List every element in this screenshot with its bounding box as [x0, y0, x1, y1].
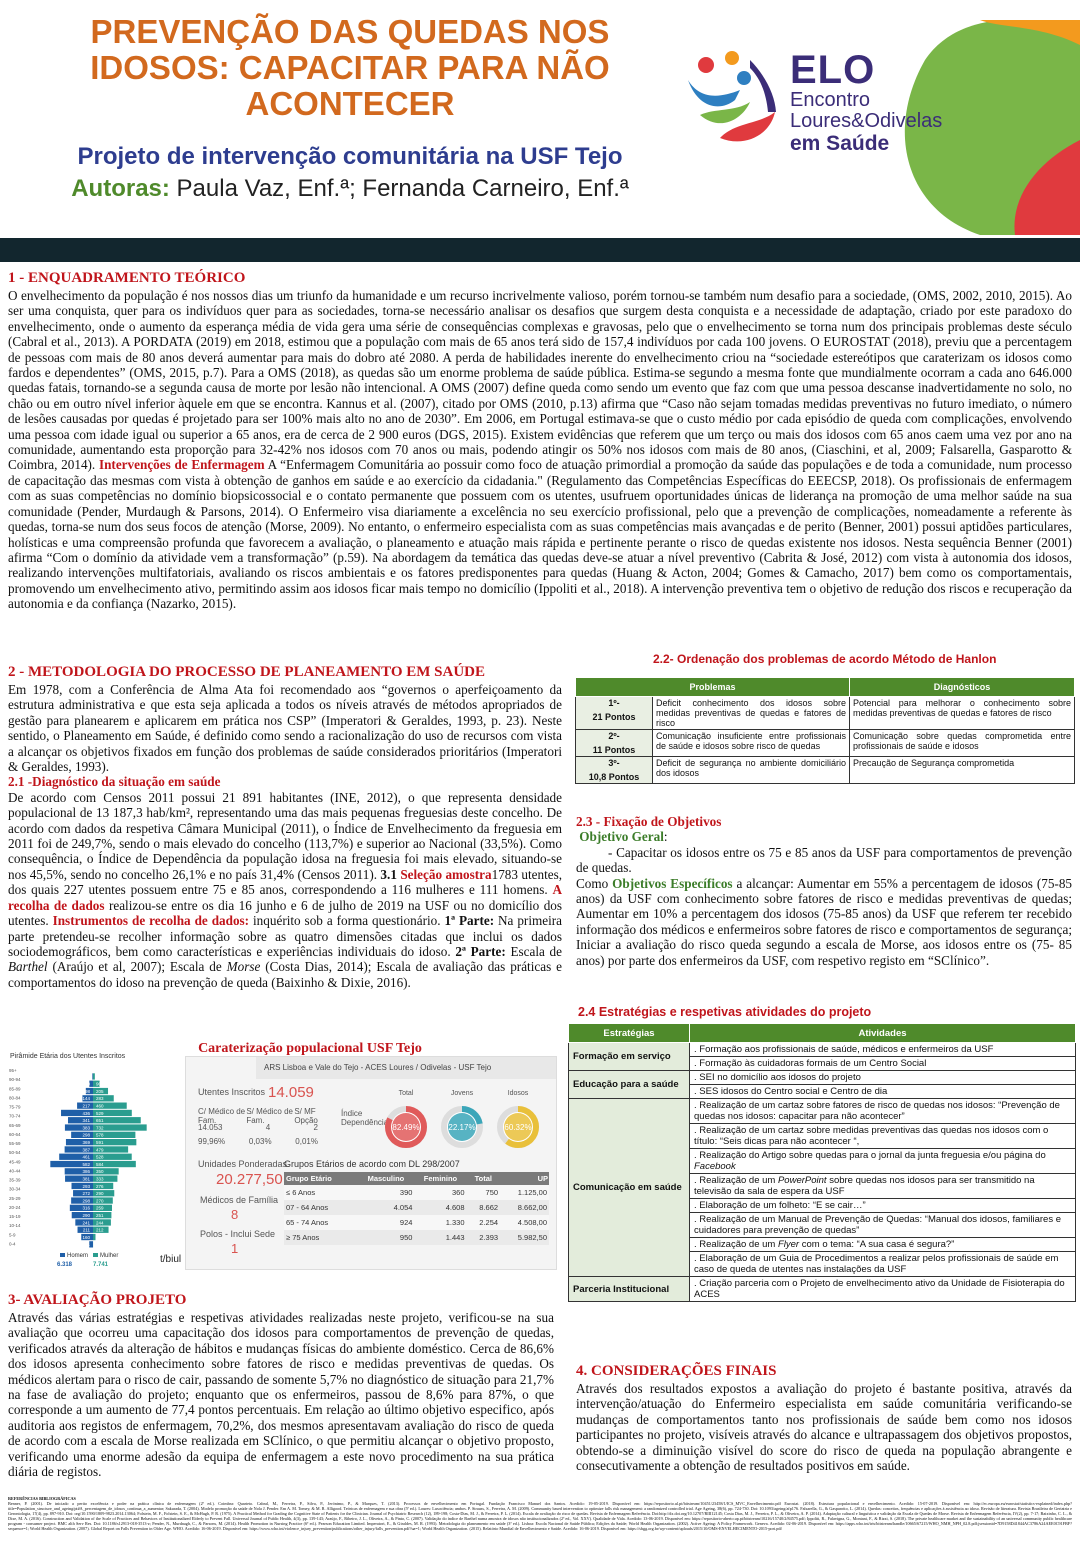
esp-label: Objetivos Específicos: [612, 875, 733, 891]
legend-male: Homem: [67, 1253, 89, 1259]
header-divider-bar: [0, 238, 1080, 262]
activity-text: Realização de um cartaz sobre medidas preventivas das quedas nos idosos com o título: “Seis dicas para não acontecer “,: [694, 1125, 1049, 1147]
pyramid-bars: [9, 1068, 147, 1248]
activity-item: [690, 1085, 1076, 1099]
section21-text-a: De acordo com Censos 2011 possui 21 891 habitantes (INE, 2012), o que representa densidade populacional de 13 187,3 hab/km², representando uma das mais pequenas freguesias deste concelho. De acordo com dados da respetiva Câmara Municipal (2011), o Índice de Envelhecimento da freguesia em 2011 foi de 249,7%, sendo o mais elevado do concelho (113,7%) e superior ao Nacional (33,5%). Como consequência, o Índice de Dependência da população idosa na freguesia foi mais elevado, situando-se nos 45,5%, sendo no concelho 26,1% e no país 31,4% (Censos 2011).: [8, 789, 562, 882]
medicos-label: Médicos de Família: [200, 1195, 279, 1205]
section1-text-a: O envelhecimento da população é nos nossos dias um triunfo da humanidade e um recurso incrivelmente valioso, porém tornou-se também num desafio para a sociedade, (OMS, 2002, 2010, 2015). Ao ser uma conquista, quer para os indivíduos quer para as sociedades, torna-se necessário analisar os desafios que surgem desta conquista e a necessidade de adaptação, criado por este paradoxo do envelhecimento, onde o aumento da esperança média de vida gera uma série de consequências complexas e gravosas, pelo que o envelhecimento se torna num dos principais problemas deste século (Cabral et al., 2013). A PORDATA (2019) em 2018, estimou que a população com mais de 65 anos terá sido de 157,4 indivíduos por cada 100 jovens. O EUROSTAT (2018), previu que a percentagem de pessoas com mais de 80 anos deverá aumentar para mais do dobro até 2080. A perda de habilidades inerente do envelhecimento criou na “sociedade estereótipos que caraterizam os idosos como fardos e dependentes” (OMS, 2015, p.7). Para a OMS (2018), as quedas são um enorme problema de saúde pública. Estima-se segundo a mesma fonte que mundialmente ocorram a cada ano 646.000 quedas fatais, tornando-se a segunda causa de morte por lesão não intencional. A OMS (2007) define queda como sendo um evento que faz com que uma pessoa descanse inadvertidamente no solo, no chão ou em outro nível inferior àquele em que se encontra. Kannus et al. (2007), citado por OMS (2010, p.13) afirma que “Caso não sejam tomadas medidas preventivas no futuro imediato, o número de lesões causadas por quedas é projetado para ser 100% mais alto no ano de 2030”. Em 2006, em Portugal estimava-se que o custo médio por cada episódio de queda com complicações, envolvendo uma pessoa com idade igual ou superior a 65 anos, era de cerca de 2 900 euros (DGS, 2015). Existem evidências que referem que um terço ou mais dos idosos com 65 anos caem uma vez por ano na comunidade, aumentando esta proporção para 32-42% nos idosos com 70 anos ou mais, podendo atingir os 50% nos idosos com mais de 80 anos, (Ciaschini, et al, 2009; Falsarella, Gasparotto & Coimbra, 2014).: [8, 288, 1072, 473]
pyramid-label-male: 298: [82, 1198, 90, 1204]
hanlon-diagnosis: Comunicação sobre quedas comprometida entre profissionais de saúde e idosos: [850, 730, 1075, 757]
donut-label: Jovens: [450, 1090, 474, 1097]
pyramid-age-label: 40-44: [9, 1168, 21, 1174]
activity-item: [690, 1043, 1076, 1057]
hanlon-rank: [576, 730, 653, 757]
hanlon-header-row: [576, 678, 1075, 697]
pyramid-age-label: 85-89: [9, 1086, 21, 1092]
activity-text: Realização de um Flyer com o tema: “A sua casa é segura?”: [699, 1239, 955, 1250]
pyramid-label-male: 386: [82, 1169, 90, 1175]
pyramid-age-label: 80-84: [9, 1095, 21, 1101]
pyramid-label-female: 205: [96, 1088, 104, 1094]
title-line: PREVENÇÃO DAS QUEDAS NOS: [90, 13, 610, 50]
hanlon-body: [576, 697, 1075, 784]
strategy-name: Educação para a saúde: [569, 1071, 690, 1099]
logo-swoosh-icon: [750, 60, 776, 112]
bullet: .: [694, 1175, 700, 1186]
medico-pctv: 0,03%: [248, 1137, 272, 1146]
part2-label: 2ª Parte:: [455, 943, 506, 959]
strategy-row: [569, 1043, 1076, 1057]
activity-text: Formação às cuidadoras formais de um Centro Social: [699, 1058, 927, 1069]
population-dashboard: [185, 1056, 557, 1270]
section21-text-d: inquérito sob a forma questionário.: [249, 913, 445, 929]
authors-label: Autoras:: [71, 175, 170, 202]
bullet: .: [694, 1214, 700, 1225]
medico-val: 14.053: [198, 1123, 223, 1132]
pyramid-label-female: 333: [96, 1176, 104, 1182]
legend-female-swatch: [93, 1253, 98, 1257]
grupos-row: [284, 1215, 549, 1230]
section1-text: [8, 288, 1072, 612]
polos-label: Polos - Inclui Sede: [200, 1229, 276, 1239]
section23-heading: 2.3 - Fixação de Objetivos: [576, 814, 722, 829]
pyramid-label-female: 259: [96, 1205, 104, 1211]
section21-text-c: realizou-se entre os dia 16 junho e 6 de julho de 2019 na USF ou no domicílio dos utentes.: [8, 897, 563, 929]
section21-text-b: 1783 utentes, dos quais 227 utentes possuem entre 75 e 85 anos, correspondendo a 116 mulheres e 111 homens.: [8, 866, 563, 898]
logo-line: Loures&Odivelas: [790, 110, 943, 132]
strategies-header-row: [569, 1024, 1076, 1043]
geral-label: Objetivo Geral: [579, 829, 664, 845]
legend-female: Mulher: [100, 1253, 119, 1259]
section1-text-b: A “Enfermagem Comunitária ao possuir como foco de atuação primordial a promoção da saúde das populações e de toda a comunidade, num processo de capacitação das mesmas com vista à obtenção de ganhos em saúde e ao exercício da cidadania." (Regulamento das Competências Específicas do EEECSP, 2018). Os profissionais de enfermagem com as suas competências no domínio biopsicossocial e o contato permanente que possuem com os utentes, usufruem oportunidades únicas de liderança na promoção de uma melhor saúde na sua comunidade (Pender, Murdaugh & Parsons, 2014). O Enfermeiro visa diariamente a excelência no seu exercício profissional, pelo que a prevenção de complicações, nomeadamente a referente às quedas, torna-se num dos seus focos de atenção (Morse, 2009). No entanto, o enfermeiro especialista com as suas competências mais avançadas e de perito (Benner, 2001) possui aptidões particulares, holísticas e uma compreensão profunda que favorecem a avaliação, o planeamento e atuação mais rápida e pertinente perante o risco de quedas existente nos idosos. Nesta sequência Benner (2001) afirma “Com o domínio da atividade vem a transformação” (p.59). Na abordagem da temática das quedas deve-se atuar a nível preventivo (Cabrita & José, 2012) com vista à autonomia dos idosos, realizando intervenções multifatoriais, avaliando os riscos ambientais e os fatores predisponentes para quedas (Huang & Acton, 2004; Gomes & Camacho, 2017) bem como os comportamentais, promovendo um envelhecimento ativo, permitindo assim aos idosos ficar mais tempo no domicílio (Ippoliti et al., 2018). A intervenção preventiva tem o objetivo de redução dos riscos e recuperação da autonomia e da confiança (Nazarko, 2015).: [8, 457, 1072, 612]
pyramid-bar-male: [92, 1073, 93, 1079]
bullet: .: [694, 1200, 700, 1211]
grupos-cell: 750: [485, 1188, 499, 1197]
grupos-cell: 950: [399, 1233, 413, 1242]
grupos-title: Grupos Etários de acordo com DL 298/2007: [284, 1159, 460, 1169]
section1-heading: 1 - ENQUADRAMENTO TEÓRICO: [8, 270, 246, 286]
pyramid-label-female: 584: [96, 1161, 104, 1167]
bullet: .: [694, 1086, 700, 1097]
section21-text-e: Na primeira parte pretendeu-se recolher informação sobre as quatro dimensões citadas que inclui os dados sociodemográficos, bem como características e experiências individuais do idoso.: [8, 913, 563, 959]
activity-item: [690, 1199, 1076, 1213]
pyramid-age-label: 35-39: [9, 1177, 21, 1183]
pyramid-title: Pirâmide Etária dos Utentes Inscritos: [10, 1053, 126, 1060]
pyramid-label-male: 341: [82, 1118, 90, 1124]
grupos-cell: 2.393: [479, 1233, 499, 1242]
pyramid-label-female: 578: [96, 1132, 104, 1138]
pyramid-label-male: 383: [82, 1125, 90, 1131]
activity-text: Realização do Artigo sobre quedas para o jornal da junta freguesia e/ou página do Facebook: [694, 1150, 1046, 1172]
activity-item: [690, 1213, 1076, 1238]
polos-value: 1: [231, 1241, 239, 1256]
grupos-table: [284, 1172, 549, 1245]
grupos-header: Masculino: [367, 1174, 405, 1183]
pyramid-label-male: 50: [84, 1081, 90, 1087]
logo-line: Encontro: [790, 89, 871, 111]
age-pyramid: [5, 1048, 180, 1270]
pyramid-label-female: 529: [96, 1110, 104, 1116]
section3-text: Através das várias estratégias e respetivas atividades realizadas neste projeto, verificou-se na sua avaliação que ocorreu uma capacitação dos idosos para comportamentos de prevenção de quedas, verificados através da alteração de hábitos e mudanças físicas do ambiente doméstico. Cerca de 86,6% dos idosos apresenta conhecimento sobre fatores de risco e medidas preventivas de quedas. Os médicos alertam para o risco de cair, passando de somente 5,7% no diagnóstico de situação para 21,7% na fase de avaliação do projeto; enquanto que os enfermeiros, passou de 8,6% para 87%, o que corresponde a um aumento de 77,4 pontos percentuais. Em relação ao último objetivo especifico, após auditoria aos registos de enfermagem, 70,2%, dos mesmos apresentavam avaliação do risco de queda de acordo com a escala de Morse realizada em SClínico, o que permitiu alcançar o objetivo proposto, verificando uma enorme adesão da equipa de enfermagem a este novo procedimento na sua prática diária de registos.: [8, 1310, 554, 1480]
section21-heading: 2.1 -Diagnóstico da situação em saúde: [8, 774, 221, 790]
grupos-cell: ≤ 6 Anos: [286, 1188, 316, 1197]
authors: [0, 175, 700, 203]
activity-item: [690, 1057, 1076, 1071]
grupos-cell: 1.443: [445, 1233, 465, 1242]
medico-col: S/ Médico de Fam.: [246, 1107, 294, 1125]
medicos-value: 8: [231, 1207, 239, 1222]
pyramid-label-male: 211: [82, 1227, 90, 1233]
pyramid-label-male: 298: [82, 1132, 90, 1138]
esp-prefix: Como: [576, 875, 613, 891]
utentes-label: Utentes Inscritos: [198, 1087, 266, 1097]
grupos-cell: 1.125,00: [517, 1188, 547, 1197]
pyramid-label-male: 293: [82, 1183, 90, 1189]
section4-heading: 4. CONSIDERAÇÕES FINAIS: [576, 1363, 777, 1379]
activity-item: [690, 1071, 1076, 1085]
rank-label: 3º-: [608, 758, 620, 768]
hanlon-row: [576, 730, 1075, 757]
strategy-row: [569, 1071, 1076, 1085]
sel-num: 3.1: [380, 866, 401, 882]
caracterizacao-caption: Caraterização populacional USF Tejo: [198, 1041, 422, 1056]
section3-heading: 3- AVALIAÇÃO PROJETO: [8, 1292, 187, 1308]
esp-text: a alcançar: Aumentar em 55% a percentagem de idosos (75-85 anos) da USF com conhecimento sobre fatores de risco e medidas preventivas de quedas; Aumentar em 10% a percentagem dos idosos (75-85 anos) da USF que referem ter recebido informação dos médicos e enfermeiros sobre fatores de risco e comportamentos de segurança; Iniciar a avaliação do risco queda segundo a escala de Morse, aos idosos entre os (75- 85 anos) por parte dos enfermeiros da USF, com respetivo registo em “SClínico”.: [576, 875, 1073, 968]
grupos-cell: 924: [399, 1218, 413, 1227]
activity-text: Realização de um cartaz sobre fatores de risco de quedas nos idosos: “Prevenção de quedas nos idosos: capacitar para não acontecer”: [694, 1100, 1060, 1122]
rank-label: 1º-: [608, 698, 620, 708]
bullet: .: [694, 1150, 700, 1161]
hanlon-header: Problemas: [576, 678, 850, 697]
authors-names: Paula Vaz, Enf.ª; Fernanda Carneiro, Enf.ª: [169, 175, 629, 202]
bullet: .: [694, 1239, 700, 1250]
medico-val: 4: [265, 1123, 271, 1132]
pyramid-age-label: 10-14: [9, 1223, 21, 1229]
grupos-row: [284, 1230, 549, 1245]
hanlon-diagnosis: Potencial para melhorar o conhecimento sobre medidas preventivas de quedas e fatores de risco: [850, 697, 1075, 730]
section21-text-f: Escala de: [505, 943, 562, 959]
hanlon-problem: Deficit de segurança no ambiente domiciliário dos idosos: [653, 757, 850, 784]
strategies-header: Estratégias: [569, 1024, 690, 1043]
logo-name: ELO: [790, 48, 876, 92]
pyramid-label-female: 350: [96, 1169, 104, 1175]
utentes-value: 14.059: [268, 1084, 314, 1101]
morse: Morse: [226, 959, 261, 975]
pyramid-label-male: 290: [82, 1213, 90, 1218]
donut-group: [388, 1090, 536, 1145]
hanlon-table: [575, 677, 1075, 784]
pyramid-label-male: 144: [82, 1096, 90, 1102]
grupos-header-row: [284, 1172, 549, 1185]
hanlon-diagnosis: Precaução de Segurança comprometida: [850, 757, 1075, 784]
bullet: .: [694, 1100, 700, 1111]
grupos-row: [284, 1200, 549, 1215]
grupos-row: [284, 1185, 549, 1200]
pyramid-age-label: 70-74: [9, 1113, 21, 1119]
activity-item: [690, 1174, 1076, 1199]
hanlon-header: Diagnósticos: [850, 678, 1075, 697]
grupos-cell: 4.608: [445, 1203, 465, 1212]
points-label: 10,8 Pontos: [588, 772, 640, 782]
total-female: 7.741: [93, 1262, 109, 1268]
medico-col: C/ Médico de Fam.: [198, 1107, 246, 1125]
pyramid-label-female: 212: [96, 1227, 104, 1233]
poster-title: [0, 14, 700, 122]
activity-text: Elaboração de um Guia de Procedimentos a realizar pelos profissionais de saúde em caso de queda de utentes nas instalações da USF: [694, 1253, 1059, 1275]
geral-text: - Capacitar os idosos entre os 75 e 85 anos da USF para comportamentos de prevenção de quedas.: [576, 844, 1072, 876]
activity-item: [690, 1099, 1076, 1124]
donut-label: Total: [398, 1090, 414, 1097]
pyramid-label-female: 479: [96, 1147, 104, 1153]
pyramid-age-label: 90-94: [9, 1077, 21, 1083]
title-line: IDOSOS: CAPACITAR PARA NÃO: [90, 49, 610, 86]
pyramid-label-female: 528: [96, 1154, 104, 1160]
logo-swoosh-icon: [688, 80, 740, 106]
rank-label: 2º-: [608, 731, 620, 741]
grupos-header: UP: [537, 1174, 548, 1183]
donut-value: 60.32%: [504, 1123, 532, 1132]
section2-heading: 2 - METODOLOGIA DO PROCESSO DE PLANEAMENTO EM SAÚDE: [8, 664, 486, 680]
pyramid-label-male: 436: [82, 1110, 90, 1116]
pyramid-label-male: 9: [87, 1074, 90, 1080]
logo-person-head-icon: [725, 51, 739, 65]
activity-text: Elaboração de um folheto: “E se cair…”: [699, 1200, 866, 1211]
hanlon-rank: [576, 757, 653, 784]
title-line: ACONTECER: [245, 85, 455, 122]
points-label: 11 Pontos: [592, 745, 636, 755]
pyramid-label-female: 25: [96, 1074, 102, 1080]
hanlon-row: [576, 697, 1075, 730]
activity-text: Criação parceria com o Projeto de envelhecimento ativo da Unidade de Fisioterapia do ACES: [694, 1278, 1065, 1300]
pyramid-label-female: 460: [96, 1103, 104, 1109]
references-heading: REFERÊNCIAS BIBLIOGRÁFICAS: [8, 1496, 76, 1501]
pyramid-label-female: 591: [96, 1140, 104, 1145]
section24-heading: 2.4 Estratégias e respetivas atividades do projeto: [578, 1005, 872, 1019]
pyramid-age-label: 5-9: [9, 1232, 16, 1238]
medico-vals: [198, 1123, 318, 1132]
grupos-cell: 07 - 64 Anos: [286, 1203, 329, 1212]
activity-item: [690, 1277, 1076, 1302]
references-text: Benner, P. (2001). De iniciado a perito excelência e poder na prática clínica de enfermagem (2ª ed.). Coimbra: Quarteto. Cabral, M., Ferreira, P., Silva, P., Jerónimo, P., & Marques, T. (2013). Processos de envelhecimento em Portugal. Fundação Francisco Manuel dos Santos. Acedido: 19-05-2019. Disponível em: https://repositorio.ul.pt/bitstream/10451/23458/1/ICS_MVC_Envelhecimento.pdf Eurostat. (2018). Estrutura populacional e envelhecimento. Acedido: 15-07-2019. Disponível em: http://ec.europa.eu/eurostat/statistics-explained/index.php?title=Population_structure_and_ageing/pt#A_percentagem_de_idosos_continua_a_aumentar; Sakurada, T. (2004). Modelo promoção da saúde de Nola J. Pender. Em A. M. Tomey, & M. R. Alligood. Teóricas de enfermagem e sua obra (5ª ed.). Loures: Lusociência; ambos. P. Strauss, S., Ferreira, A. M. (2009). Community based intervention to optimize falls risk management: a randomized controlled trial. Age Ageing, 38(6), pp. 724-730. Doi: 10.1093/ageing/afp176. Falsarella, G., & Gasparotto, L. (2014). Quedas: conceitos, frequências e aplicações à assistência ao idoso. Revisão de literatura. Revista Brasileira de Geriatria e Gerontologia, 17(4), pp. 897-910. Doi: org/10.1590/1809-9823.2014.13064; Folstein, M. F., Folstein, S. E., & McHugh, P. R. (1975). A Practical Method for Grading the Cognitive State of Patients for the Clinician. Journal of Psychiatric Research (12), 189-198; Costa-Dias, M. J., & Ferreira, P. L. (2014). Escala de avaliação do risco de quedas. Revista de Enfermagem Referência. Doi:http://dx.doi.org/10.12707/RIII12145; Costa Dias, M. J., Ferreira, P. L., & Oliveira, A. P. (2014). Adaptação cultural e linguística e validação da Escala de Quedas de Morse. Revista de Enfermagem Referência, IV(2), pp. 7-17; Baixinho, C. L., & Dixe, M. A. (2016). Construction and Validation of the Scale of Practices and Behaviors of Institutionalized Elderly to Prevent Fall. Universal Journal of Public Health, 4(3), pp. 139-143; Araújo, F., Ribeiro, J. L., Oliveira, A., & Pinto, C. (2007). Validação do índice de Barthel numa amostra de idosos não institucionalizados (2ª ed., Vol. XXV). Qualidade de Vida. Acedido: 13-06-2019. Disponível em: https://repositorio-aberto.up.pt/bitstream/10216/15740/2/84575.pdf; Ippoliti, R., Falavigna, G., Montani, F., & Rizzi, S. (2018). The private healthcare market and the sustainability of an universal community public healthcare program - consumer project. BMC alth Serv Res. Doi: 10.1186/s12913-018-3513-z; Pender, N., Murdaugh, C., & Parsons, M. (2014). Health Promotion in Nursing Practice (6ª ed.). Pearson Education Limited. Imperatori, E., & Giraldes, M. R. (1993). Metodologia do planeamento em saúde (3ª ed.). Lisboa: Escola Nacional de Saúde Pública; Edições da Saúde; World Health Organization. (2002). Active Ageing: A Policy Framework. Geneva. Acedido: 02-06-2019. Disponível em: https://apps.who.int/iris/bitstream/handle/10665/67215/WHO_NMH_NPH_02.8.pdf;jsessionid=7D9158D41844AC3786A24AEE0C91FBF?sequence=1; World Health Organization. (2007). Global Report on Falls Prevention in Older Age. WHO. Acedido: 16-06-2019. Disponível em: https://www.who.int/violence_injury_prevention/publications/other_injury/falls_prevention.pdf?ua=1; World Health Organization. (2015). Relatório Mundial de Envelhecimento e Saúde. Acedido: 16-06-2019. Disponível em: https://sbgg.org.br/wp-content/uploads/2015/10/OMS-ENVELHECIMENTO-2015-port.pdf: [8, 1501, 1072, 1531]
dash-header: ARS Lisboa e Vale do Tejo - ACES Loures / Odivelas - USF Tejo: [264, 1063, 492, 1072]
pyramid-bar-female: [93, 1073, 95, 1079]
points-label: 21 Pontos: [592, 712, 636, 722]
activity-item: [690, 1252, 1076, 1277]
activity-text: SEI no domicílio aos idosos do projeto: [699, 1072, 861, 1083]
pyramid-age-label: 20-24: [9, 1204, 21, 1210]
geral-colon: :: [663, 829, 668, 845]
medico-pct: [198, 1137, 318, 1146]
activity-text: SES idosos do Centro social e Centro de dia: [699, 1086, 888, 1097]
pyramid-label-female: 732: [96, 1125, 104, 1131]
bullet: .: [694, 1125, 700, 1136]
logo-person-head-icon: [737, 71, 751, 85]
pyramid-age-label: 0-4: [9, 1241, 16, 1247]
grupos-header: Feminino: [423, 1174, 458, 1183]
hanlon-problem: Deficit conhecimento dos idosos sobre medidas preventivas de quedas e fatores de risco: [653, 697, 850, 730]
grupos-cell: 65 - 74 Anos: [286, 1218, 329, 1227]
donut-label: Idosos: [507, 1090, 529, 1097]
pyramid-age-label: 50-54: [9, 1150, 21, 1156]
part1-label: 1ª Parte:: [444, 913, 495, 929]
pyramid-age-label: 30-34: [9, 1186, 21, 1192]
section1-highlight: Intervenções de Enfermagem: [98, 457, 265, 473]
grupos-header: Total: [474, 1174, 492, 1183]
pyramid-label-female: 251: [96, 1213, 104, 1218]
grupos-cell: ≥ 75 Anos: [286, 1233, 320, 1242]
pyramid-label-female: 283: [96, 1096, 104, 1102]
pyramid-label-male: 461: [82, 1154, 90, 1160]
section21-text-h: (Costa Dias, 2014); Escala de avaliação das práticas e comportamentos do idoso na prevenção de queda (Baixinho & Dixie, 2016).: [8, 959, 562, 990]
strategy-name: Formação em serviço: [569, 1043, 690, 1071]
pyramid-label-female: 651: [96, 1118, 104, 1124]
dash-header-bar: [256, 1057, 556, 1079]
pyramid-age-label: 60-64: [9, 1131, 21, 1137]
section23: [576, 814, 1072, 968]
pyramid-label-male: 387: [82, 1147, 90, 1153]
pyramid-age-label: 95+: [9, 1068, 17, 1073]
pyramid-age-label: 55-59: [9, 1141, 21, 1146]
strategy-name: Parceria Institucional: [569, 1277, 690, 1302]
poster-subtitle: Projeto de intervenção comunitária na USF Tejo: [77, 143, 623, 170]
pyramid-label-male: 98: [84, 1088, 90, 1094]
grupos-cell: 8.662,00: [517, 1203, 547, 1212]
bullet: .: [694, 1278, 700, 1289]
pyramid-label-male: 369: [82, 1140, 90, 1145]
pyramid-label-male: 241: [82, 1220, 90, 1226]
grupos-cell: 8.662: [479, 1203, 499, 1212]
grupos-header: Grupo Etário: [286, 1174, 332, 1183]
pyramid-label-male: 160: [82, 1234, 90, 1240]
grupos-cell: 4.054: [393, 1203, 413, 1212]
pyramid-age-label: 75-79: [9, 1104, 21, 1110]
activity-item: [690, 1238, 1076, 1252]
activity-text: Realização de um Manual de Prevenção de Quedas: “Manual dos idosos, familiares e cuidadores para prevenção de quedas”: [694, 1214, 1062, 1236]
bullet: .: [694, 1253, 700, 1264]
logo-person-head-icon: [698, 57, 714, 73]
pyramid-label-male: 316: [82, 1205, 90, 1211]
bullet: .: [694, 1058, 700, 1069]
section2-text: [8, 682, 562, 990]
pyramid-label-male: 272: [82, 1191, 90, 1197]
section21-text-g: (Araújo et al, 2007); Escala de: [47, 959, 227, 975]
hanlon-rank: [576, 697, 653, 730]
instr-label: Instrumentos de recolha de dados:: [52, 913, 250, 929]
grupos-cell: 390: [399, 1188, 413, 1197]
medico-col: S/ MF Opção: [294, 1107, 318, 1125]
pyramid-age-label: 25-29: [9, 1195, 21, 1201]
recolha-label: A recolha de dados: [8, 882, 562, 913]
strategies-table: [568, 1023, 1076, 1302]
legend-male-swatch: [60, 1253, 65, 1257]
pyramid-label-male: 217: [82, 1103, 90, 1109]
logo-line: em Saúde: [790, 132, 890, 155]
references: [8, 1496, 1072, 1550]
bullet: .: [694, 1044, 700, 1055]
activity-item: [690, 1124, 1076, 1149]
activity-item: [690, 1149, 1076, 1174]
donut-value: 82.49%: [392, 1123, 420, 1132]
logo-text: [790, 50, 942, 156]
hanlon-row: [576, 757, 1075, 784]
section2-body: Em 1978, com a Conferência de Alma Ata foi recomendado aos “governos o aperfeiçoamento da estrutura administrativa e que esta seja aplicada a todos os níveis através de métodos apropriados de gestão para planearem e aplicarem em prática nos CSP” (Imperatori & Geraldes, 1993, p. 23). Neste sentido, o Planeamento em Saúde, é definido como sendo a racionalização do uso de recursos com vista a alcançar os objetivos fixados em função dos problemas de saúde considerados prioritários (Imperatori & Geraldes, 1993).: [8, 682, 562, 775]
strategy-row: [569, 1277, 1076, 1302]
total-male: 6.318: [57, 1262, 73, 1268]
pyramid-label-female: 290: [96, 1191, 104, 1197]
medico-val: 2: [313, 1123, 318, 1132]
pyramid-label-male: 51: [84, 1242, 90, 1248]
pyramid-label-female: 34: [96, 1234, 102, 1240]
dependency-donuts: [381, 1087, 551, 1157]
fragment-text: t/biul: [160, 1254, 182, 1265]
pyramid-label-female: 276: [96, 1183, 104, 1189]
grupos-cell: 360: [451, 1188, 465, 1197]
strategy-name: Comunicação em saúde: [569, 1099, 690, 1277]
pyramid-label-male: 381: [82, 1176, 90, 1182]
sel-label: Seleção amostra: [400, 866, 492, 882]
indice-label: Índice Dependência: [341, 1109, 389, 1127]
medico-pctv: 0,01%: [295, 1137, 318, 1146]
donut-value: 22.17%: [448, 1123, 476, 1132]
pyramid-label-male: 582: [82, 1161, 90, 1167]
strategies-header: Atividades: [690, 1024, 1076, 1043]
activity-text: Formação aos profissionais de saúde, médicos e enfermeiros da USF: [699, 1044, 994, 1055]
activity-text: Realização de um PowerPoint sobre quedas nos idosos para ser transmitido na televisão da sala de espera da USF: [694, 1175, 1035, 1197]
section22-heading: 2.2- Ordenação dos problemas de acordo Método de Hanlon: [653, 652, 997, 666]
pyramid-age-label: 15-19: [9, 1214, 21, 1219]
bullet: .: [694, 1072, 700, 1083]
pyramid-label-female: 90: [96, 1081, 102, 1087]
medico-pctv: 99,96%: [198, 1137, 226, 1146]
pyramid-age-label: 45-49: [9, 1159, 21, 1165]
pyramid-label-female: 244: [96, 1220, 104, 1226]
grupos-cell: 4.508,00: [517, 1218, 547, 1227]
pyramid-age-label: 65-69: [9, 1122, 21, 1128]
grupos-cell: 1.330: [445, 1218, 465, 1227]
strategy-row: [569, 1099, 1076, 1124]
hanlon-problem: Comunicação insuficiente entre profissionais de saúde e idosos sobre risco de quedas: [653, 730, 850, 757]
strategies-body: [569, 1043, 1076, 1302]
grupos-body: [284, 1185, 549, 1245]
barthel: Barthel: [8, 959, 48, 975]
pyramid-label-female: 270: [96, 1198, 104, 1204]
section4-text: Através dos resultados expostos a avaliação do projeto é bastante positiva, através da intervenção/atuação do Enfermeiro especialista em saúde comunitária verificando-se mudanças de comportamentos tanto nos profissionais de saúde bem como nos idosos participantes no projeto, visíveis através do alcance e ultrapassagem dos objetivos propostos, obtendo-se a diminuição visível do score do risco de queda na população abrangente e consecutivamente a obtenção de resultados positivos em saúde.: [576, 1381, 1072, 1474]
pyramid-label-female: 1: [96, 1242, 99, 1248]
uponderadas-value: 20.277,50: [216, 1171, 283, 1188]
grupos-cell: 5.982,50: [517, 1233, 547, 1242]
grupos-cell: 2.254: [479, 1218, 499, 1227]
uponderadas-label: Unidades Ponderadas: [198, 1159, 288, 1169]
